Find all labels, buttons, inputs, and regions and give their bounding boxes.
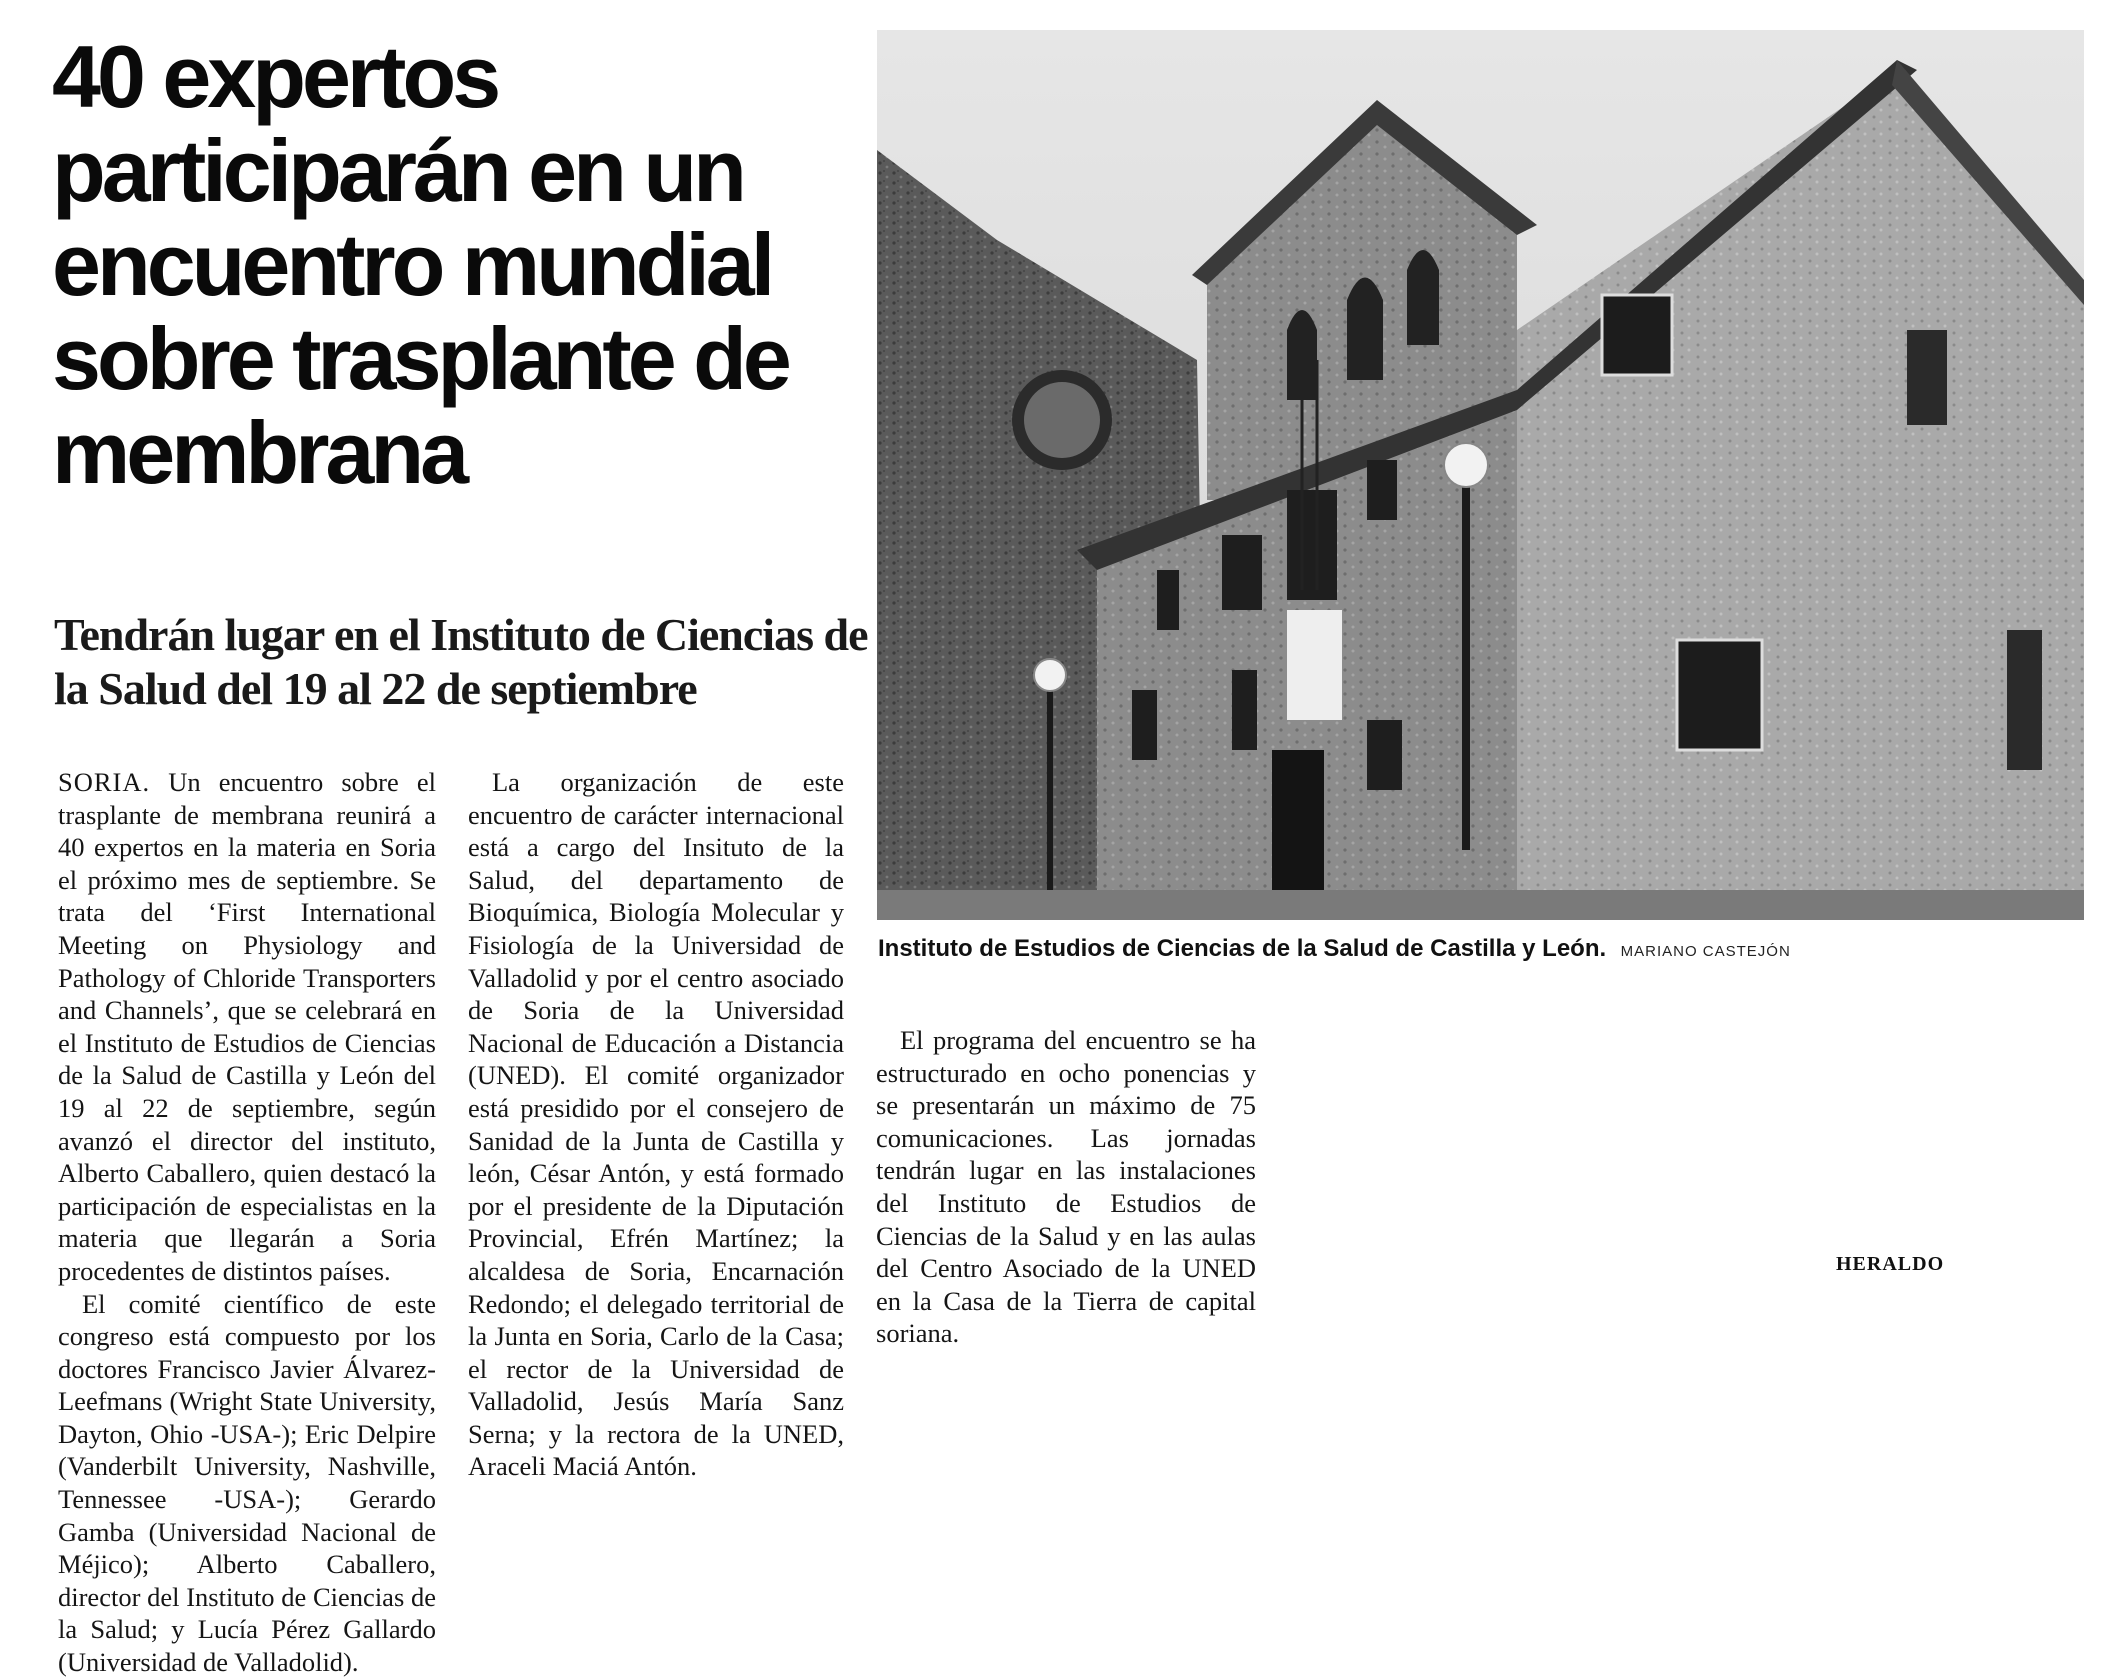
building-photo [877,30,2084,920]
paragraph-3: La organización de este encuentro de carácter internacional está a cargo del Insituto de la Salud, del departamento de Bioquímica, Biología Molecular y Fisiología de la Universidad de Valladolid y por el centro asociado de Soria de la Universidad Nacional de Educación a Distancia (UNED). El comité organizador está presidido por el consejero de Sanidad de la Junta de Castilla y león, César Antón, y está formado por el presidente de la Diputación Provincial, Efrén Martínez; la alcaldesa de Soria, Encarnación Redondo; el delegado territorial de la Junta en Soria, Carlo de la Casa; el rector de la Universidad de Valladolid, Jesús María Sanz Serna; y la rectora de la UNED, Araceli Maciá Antón. [468,767,844,1482]
building-illustration [877,30,2084,920]
column-3 [876,1024,1256,1350]
headline: 40 expertos participarán en un encuentro mundial sobre trasplante de membrana [52,27,788,502]
source-label: HERALDO [1836,1253,1945,1275]
paragraph-4: El programa del encuentro se ha estructurado en ocho ponencias y se presentarán un máximo de 75 comunicaciones. Las jornadas tendrán lugar en las instalaciones del Instituto de Estudios de Ciencias de la Salud y en las aulas del Centro Asociado de la UNED en la Casa de la Tierra de capital soriana. [876,1025,1256,1349]
paragraph-2: El comité científico de este congreso está compuesto por los doctores Francisco Javier Álvarez-Leefmans (Wright State University, Dayton, Ohio -USA-); Eric Delpire (Vanderbilt University, Nashville, Tennessee -USA-); Gerardo Gamba (Universidad Nacional de Méjico); Alberto Caballero, director del Instituto de Ciencias de la Salud; y Lucía Pérez Gallardo (Universidad de Valladolid). [58,1288,436,1678]
photo-caption [878,935,2078,963]
paragraph-1-text: Un encuentro sobre el trasplante de membrana reunirá a 40 expertos en la materia en Soria el próximo mes de septiembre. Se trata del ‘First International Meeting on Physiology and Pathology of Chloride Transporters and Channels’, que se celebrará en el Instituto de Estudios de Ciencias de la Salud de Castilla y León del 19 al 22 de septiembre, según avanzó el director del instituto, Alberto Caballero, quien destacó la participación de especialistas en la materia que llegarán a Soria procedentes de distintos países. [58,767,437,1286]
column-1 [58,766,436,1679]
paragraph-1 [58,766,436,1288]
subtitle: Tendrán lugar en el Instituto de Ciencias de la Salud del 19 al 22 de septiembre [54,609,868,714]
caption-text: Instituto de Estudios de Ciencias de la Salud de Castilla y León. [878,935,1607,962]
dateline: SORIA. [58,767,151,797]
photo-credit: MARIANO CASTEJÓN [1620,943,1791,960]
column-2 [468,766,844,1483]
